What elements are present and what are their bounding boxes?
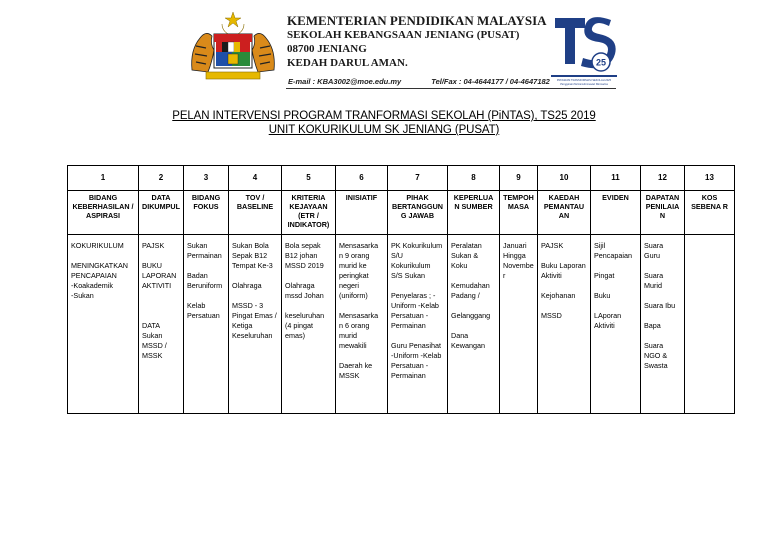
tiger-right-icon <box>252 33 274 72</box>
column-number-row <box>68 166 735 191</box>
column-number-cell: 12 <box>641 166 685 191</box>
ts25-number: 25 <box>595 57 607 68</box>
cell-text: MSSD - 3 Pingat Emas / Ketiga Keseluruhan <box>232 301 279 340</box>
cell-text: Pingat <box>594 271 615 280</box>
cell-text: MENINGKATKAN PENCAPAIAN <box>71 261 130 280</box>
cell-text: Kelab Persatuan <box>187 301 220 320</box>
cell-text: Buku Laporan Aktiviti <box>541 261 588 280</box>
column-header-cell: BIDANG FOKUS <box>184 191 229 235</box>
document-title: PELAN INTERVENSI PROGRAM TRANFORMASI SEKOLAH (PiNTAS), TS25 2019 <box>172 110 596 122</box>
cell-text <box>142 311 180 321</box>
cell-text: Daerah ke MSSK <box>339 361 375 380</box>
column-header-cell: INISIATIF <box>336 191 388 235</box>
table-cell <box>68 235 139 414</box>
table-cell <box>500 235 538 414</box>
column-number-cell: 3 <box>184 166 229 191</box>
cell-text <box>644 261 681 271</box>
column-header-cell: KRITERIA KEJAYAAN (ETR / INDIKATOR) <box>282 191 336 235</box>
cell-text: -Sukan <box>71 291 94 300</box>
column-header-cell: TOV / BASELINE <box>229 191 282 235</box>
cell-text <box>451 301 496 311</box>
cell-text: Suara Ibu <box>644 301 676 310</box>
cell-text: Sukan Permainan <box>187 241 222 260</box>
table-cell <box>282 235 336 414</box>
column-header-row <box>68 191 735 235</box>
cell-text: Suara NGO & Swasta <box>644 341 670 370</box>
cell-text <box>541 281 587 291</box>
cell-text: Mensasarka n 6 orang murid mewakili <box>339 311 381 350</box>
cell-text: Sijil Pencapaian <box>594 241 632 260</box>
table-cell <box>336 235 388 414</box>
cell-text <box>541 301 587 311</box>
table-cell <box>685 235 735 414</box>
cell-text <box>594 261 637 271</box>
cell-text <box>339 351 384 361</box>
column-number-cell: 2 <box>139 166 184 191</box>
telfax-text: Tel/Fax : 04-4644177 / 04-4647182 <box>431 77 550 86</box>
table-cell <box>139 235 184 414</box>
cell-text: Januari Hingga Novembe r <box>503 241 536 280</box>
school-postcode: 08700 JENIANG <box>287 43 367 55</box>
intervention-plan-table <box>67 165 735 414</box>
cell-text: DATA Sukan MSSD / MSSK <box>142 321 169 360</box>
column-number-cell: 7 <box>388 166 448 191</box>
column-header-cell: PIHAK BERTANGGUN G JAWAB <box>388 191 448 235</box>
cell-text <box>391 281 444 291</box>
school-state: KEDAH DARUL AMAN. <box>287 57 408 69</box>
cell-text <box>644 291 681 301</box>
column-header-cell: KEPERLUA N SUMBER <box>448 191 500 235</box>
column-number-cell: 5 <box>282 166 336 191</box>
cell-text <box>232 271 278 281</box>
cell-text: Sukan Bola Sepak B12 Tempat Ke-3 <box>232 241 273 270</box>
ts-logo-caption-1: PROGRAM TRANSFORMASI SEKOLAH 2025 <box>556 79 612 82</box>
column-header-cell: DATA DIKUMPUL <box>139 191 184 235</box>
table-cell <box>388 235 448 414</box>
cell-text: Bola sepak B12 johan MSSD 2019 <box>285 241 324 270</box>
cell-text <box>232 291 278 301</box>
cell-text: Guru Penasihat -Uniform -Kelab Persatuan -Permainan <box>391 341 444 380</box>
cell-text <box>142 251 180 261</box>
school-name: SEKOLAH KEBANGSAAN JENIANG (PUSAT) <box>287 29 520 41</box>
column-number-cell: 6 <box>336 166 388 191</box>
cell-text <box>339 301 384 311</box>
column-header-cell: EVIDEN <box>591 191 641 235</box>
cell-text <box>541 251 587 261</box>
cell-text: Dana Kewangan <box>451 331 485 350</box>
column-header-cell: BIDANG KEBERHASILAN / ASPIRASI <box>68 191 139 235</box>
cell-text: Penyelaras ; -Uniform -Kelab Persatuan -Permainan <box>391 291 441 330</box>
column-header-cell: KAEDAH PEMANTAU AN <box>538 191 591 235</box>
cell-text: Olahraga mssd Johan <box>285 281 324 300</box>
cell-text <box>594 301 637 311</box>
column-number-cell: 10 <box>538 166 591 191</box>
table-cell <box>184 235 229 414</box>
cell-text: Kemudahan Padang / <box>451 281 492 300</box>
column-number-cell: 9 <box>500 166 538 191</box>
cell-text <box>142 291 180 301</box>
school-letterhead <box>287 14 547 70</box>
cell-text <box>391 331 444 341</box>
cell-text: Badan Beruniform <box>187 271 223 290</box>
cell-text: keseluruhan (4 pingat emas) <box>285 311 327 340</box>
document-subtitle: UNIT KOKURIKULUM SK JENIANG (PUSAT) <box>268 124 500 136</box>
ministry-name: KEMENTERIAN PENDIDIKAN MALAYSIA <box>287 13 547 28</box>
cell-text: KOKURIKULUM <box>71 241 124 250</box>
cell-text <box>285 301 332 311</box>
cell-text: Peralatan Sukan & Koku <box>451 241 484 270</box>
table-row <box>68 235 735 414</box>
cell-text: Gelanggang <box>451 311 491 320</box>
email-text: E-mail : KBA3002@moe.edu.my <box>288 77 402 86</box>
column-header-cell: TEMPOH MASA <box>500 191 538 235</box>
ts-logo-caption-2: Penggerak Pentransformasian Bermakna <box>560 83 608 86</box>
table-cell <box>229 235 282 414</box>
motto-scroll <box>206 72 260 79</box>
cell-text: MSSD <box>541 311 562 320</box>
cell-text: PAJSK <box>541 241 564 250</box>
malaysia-crest-logo <box>188 10 278 82</box>
cell-text: Kejohanan <box>541 291 576 300</box>
cell-text <box>285 271 332 281</box>
column-header-cell: KOS SEBENA R <box>685 191 735 235</box>
cell-text: LAporan Aktiviti <box>594 311 623 330</box>
header-divider <box>286 88 616 89</box>
cell-text <box>594 281 637 291</box>
cell-text: PK Kokurikulum S/U Kokurikulum S/S Sukan <box>391 241 445 280</box>
cell-text <box>451 271 496 281</box>
tiger-left-icon <box>192 33 214 72</box>
contact-line <box>288 77 578 86</box>
crescent-star-icon <box>222 12 244 35</box>
cell-text <box>187 291 225 301</box>
cell-text: Mensasarka n 9 orang murid ke peringkat negeri (uniform) <box>339 241 381 300</box>
table-cell <box>448 235 500 414</box>
cell-text: BUKU LAPORAN AKTIVITI <box>142 261 178 290</box>
table-cell <box>538 235 591 414</box>
cell-text <box>142 301 180 311</box>
table-cell <box>591 235 641 414</box>
column-number-cell: 13 <box>685 166 735 191</box>
cell-text <box>451 321 496 331</box>
cell-text: Bapa <box>644 321 661 330</box>
cell-text: PAJSK <box>142 241 165 250</box>
cell-text: Suara Murid <box>644 271 666 290</box>
cell-text: Suara Guru <box>644 241 666 260</box>
ts25-logo <box>551 12 617 86</box>
column-number-cell: 8 <box>448 166 500 191</box>
cell-text <box>644 331 681 341</box>
column-header-cell: DAPATAN PENILAIA N <box>641 191 685 235</box>
cell-text: Buku <box>594 291 611 300</box>
cell-text <box>187 261 225 271</box>
table-cell <box>641 235 685 414</box>
cell-text <box>71 251 135 261</box>
shield-icon <box>214 34 252 68</box>
column-number-cell: 4 <box>229 166 282 191</box>
cell-text: -Koakademik <box>71 281 113 290</box>
cell-text <box>644 311 681 321</box>
cell-text: Olahraga <box>232 281 262 290</box>
cell-text <box>688 241 731 251</box>
column-number-cell: 1 <box>68 166 139 191</box>
column-number-cell: 11 <box>591 166 641 191</box>
